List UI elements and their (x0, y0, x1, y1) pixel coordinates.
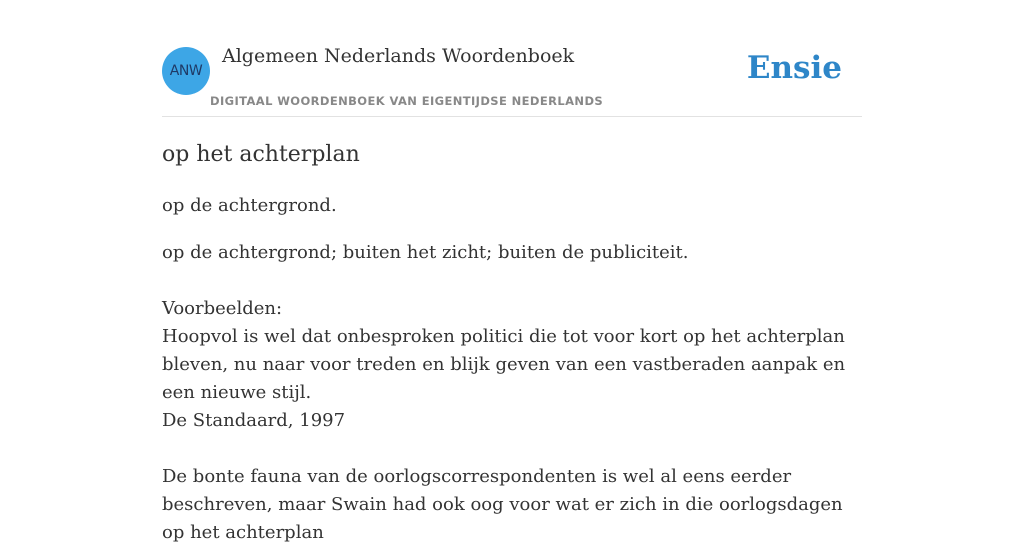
ensie-brand-link[interactable]: Ensie (746, 50, 842, 86)
entry-content (162, 116, 862, 547)
long-definition: op de achtergrond; buiten het zicht; buiten de publiciteit. (162, 242, 689, 263)
logo-text: ANW (169, 63, 203, 79)
short-definition: op de achtergrond. (162, 195, 337, 216)
example-text: Hoopvol is wel dat onbesproken politici die tot voor kort op het achterplan bleven, nu naar voor treden en blijk geven van een vastberaden aanpak en een nieuwe stijl. (162, 326, 846, 403)
site-subtitle: DIGITAAL WOORDENBOEK VAN EIGENTIJDSE NEDERLANDS (210, 94, 604, 108)
example-item (162, 463, 862, 547)
examples-label: Voorbeelden: (162, 298, 283, 319)
entry-term: op het achterplan (162, 142, 360, 167)
example-item (162, 323, 862, 435)
site-title[interactable]: Algemeen Nederlands Woordenboek (222, 45, 575, 67)
example-source: De Standaard, 1997 (162, 410, 346, 431)
site-header (162, 0, 862, 117)
example-text: De bonte fauna van de oorlogscorrespondenten is wel al eens eerder beschreven, maar Swain had ook oog voor wat er zich in die oorlogsdagen op het achterplan (162, 466, 843, 543)
anw-logo[interactable] (162, 47, 210, 95)
